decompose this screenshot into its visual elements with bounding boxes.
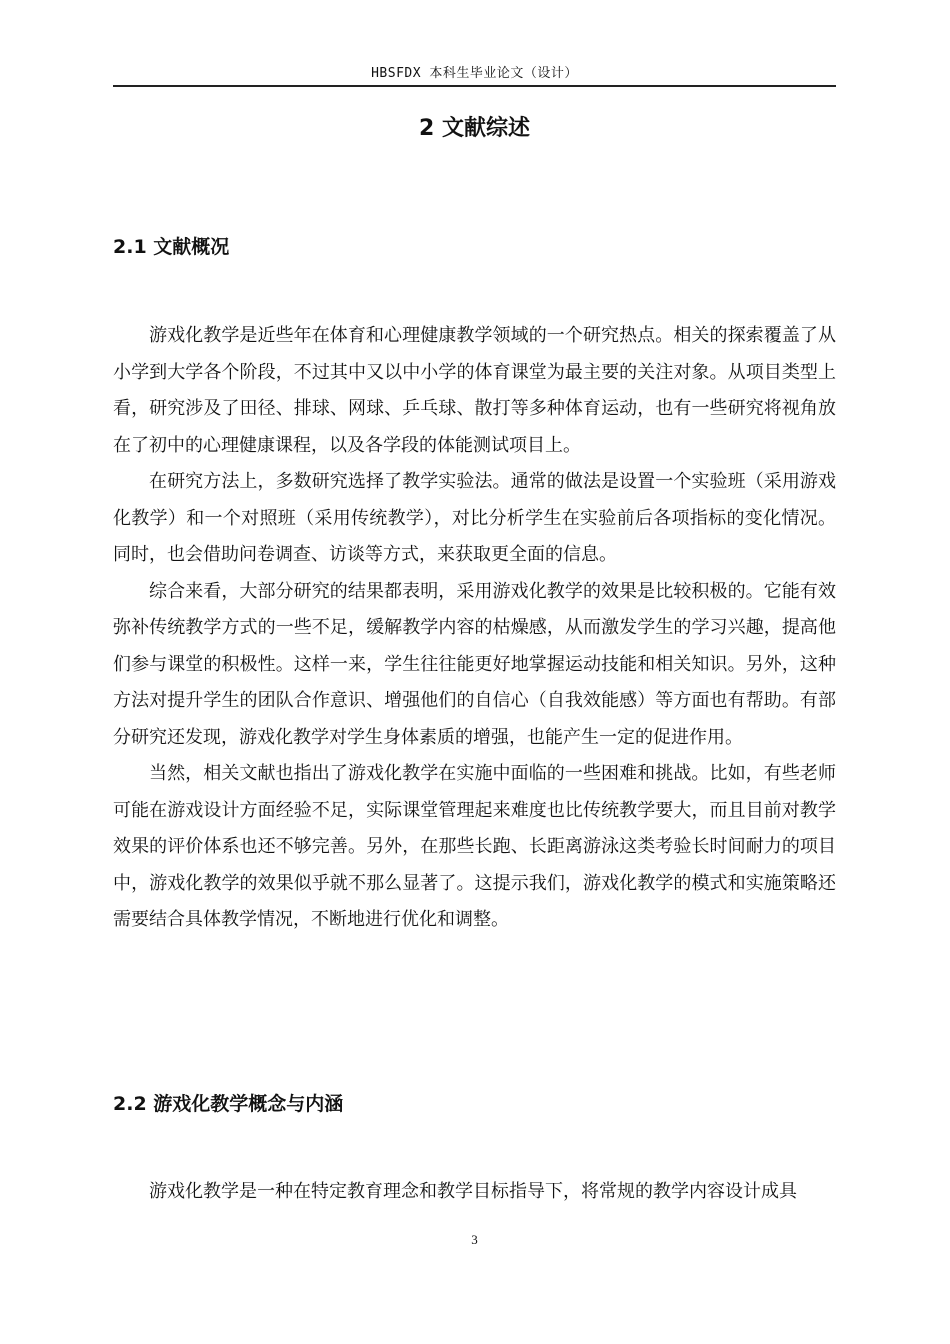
header-rule [113,85,836,87]
section-2-2-body [113,1174,836,1211]
paragraph: 在研究方法上，多数研究选择了教学实验法。通常的做法是设置一个实验班（采用游戏化教学）和一个对照班（采用传统教学），对比分析学生在实验前后各项指标的变化情况。同时，也会借助问卷调查、访谈等方式，来获取更全面的信息。 [113,471,836,565]
paragraph: 游戏化教学是近些年在体育和心理健康教学领域的一个研究热点。相关的探索覆盖了从小学到大学各个阶段，不过其中又以中小学的体育课堂为最主要的关注对象。从项目类型上看，研究涉及了田径、排球、网球、乒乓球、散打等多种体育运动，也有一些研究将视角放在了初中的心理健康课程，以及各学段的体能测试项目上。 [113,325,836,456]
running-header: HBSFDX 本科生毕业论文（设计） [371,66,578,81]
chapter-title: 2 文献综述 [419,116,530,141]
section-heading-2-2: 2.2 游戏化教学概念与内涵 [113,1093,344,1115]
section-2-1-body [113,318,836,939]
section-heading-2-1: 2.1 文献概况 [113,236,230,258]
page-number: 3 [471,1232,478,1247]
paragraph: 综合来看，大部分研究的结果都表明，采用游戏化教学的效果是比较积极的。它能有效弥补传统教学方式的一些不足，缓解教学内容的枯燥感，从而激发学生的学习兴趣，提高他们参与课堂的积极性。这样一来，学生往往能更好地掌握运动技能和相关知识。另外，这种方法对提升学生的团队合作意识、增强他们的自信心（自我效能感）等方面也有帮助。有部分研究还发现，游戏化教学对学生身体素质的增强，也能产生一定的促进作用。 [113,580,836,748]
paragraph: 当然，相关文献也指出了游戏化教学在实施中面临的一些困难和挑战。比如，有些老师可能在游戏设计方面经验不足，实际课堂管理起来难度也比传统教学要大，而且目前对教学效果的评价体系也还不够完善。另外，在那些长跑、长距离游泳这类考验长时间耐力的项目中，游戏化教学的效果似乎就不那么显著了。这提示我们，游戏化教学的模式和实施策略还需要结合具体教学情况，不断地进行优化和调整。 [113,763,836,930]
paragraph: 游戏化教学是一种在特定教育理念和教学目标指导下，将常规的教学内容设计成具 [149,1181,797,1202]
